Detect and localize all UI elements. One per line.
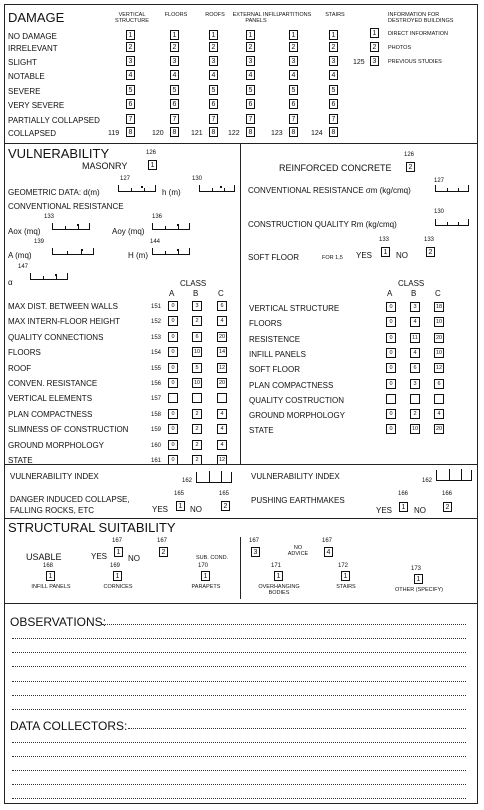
masonry-row-code: 160 [151,442,162,449]
vuln-index-left-field[interactable] [196,472,232,483]
push-yes-box[interactable]: 1 [399,502,408,512]
class-value-box[interactable] [192,393,202,403]
usable-code-1: 167 [112,538,123,544]
geo-code: 127 [120,176,131,182]
subcond-box[interactable]: 3 [251,547,260,557]
collector-line[interactable] [128,728,466,729]
vuln-index-left-label: VULNERABILITY INDEX [10,472,99,481]
soft-no-label: NO [396,251,408,260]
class-value-box[interactable]: 12 [218,457,226,463]
class-value-box[interactable]: 20 [435,426,443,433]
suitability-label: OTHER (SPECIFY) [395,587,443,593]
info-checkbox[interactable]: 2 [370,42,379,52]
damage-checkbox[interactable]: 7 [126,114,135,124]
masonry-row-label: FLOORS [8,348,41,358]
damage-checkbox[interactable]: 8 [126,127,135,137]
a-label: A (mq) [8,251,32,260]
masonry-row-code: 151 [151,304,162,310]
rc-box[interactable]: 2 [406,162,415,172]
masonry-row-label: SLIMNESS OF CONSTRUCTION [8,425,129,435]
damage-code: 122 [228,130,240,137]
damage-checkbox[interactable]: 6 [329,99,338,109]
suitability-code: 169 [110,563,121,569]
suitability-code: 170 [198,563,209,569]
class-value-box[interactable]: 2 [410,409,420,419]
damage-checkbox[interactable]: 7 [329,114,338,124]
damage-row-label: VERY SEVERE [8,101,65,110]
aoy-label: Aoy (mq) [112,227,145,236]
class-value-box[interactable]: 10 [193,380,201,386]
damage-checkbox[interactable]: 4 [209,70,218,80]
damage-checkbox[interactable]: 7 [289,114,298,124]
class-col-letter: A [387,289,393,298]
damage-checkbox[interactable]: 6 [289,99,298,109]
suitability-checkbox[interactable]: 1 [201,571,210,581]
divider [4,603,478,604]
suitability-code: 172 [338,563,349,569]
damage-checkbox[interactable]: 3 [329,56,338,66]
damage-checkbox[interactable]: 3 [246,56,255,66]
collectors-label: DATA COLLECTORS: [10,719,128,733]
rc-row-label: QUALITY COSTRUCTION [249,395,344,405]
suitability-code: 168 [43,563,54,569]
damage-checkbox[interactable]: 3 [170,56,179,66]
damage-code: 123 [271,130,283,137]
masonry-row-code: 154 [151,350,162,357]
class-col-letter: C [218,289,224,298]
masonry-row-label: QUALITY CONNECTIONS [8,332,104,342]
damage-code: 121 [191,130,203,137]
observation-line[interactable] [12,709,466,710]
damage-title: DAMAGE [8,10,65,25]
masonry-row-code: 157 [151,396,162,403]
masonry-row-label: ROOF [8,363,32,373]
class-value-box[interactable] [410,394,420,404]
usable-no-box[interactable]: 2 [159,547,168,557]
divider [240,537,241,599]
danger-yes-box[interactable]: 1 [176,501,185,511]
aoy-code: 136 [152,214,163,220]
suitability-title: STRUCTURAL SUITABILITY [8,520,176,535]
suitability-checkbox[interactable]: 1 [113,571,122,581]
suitability-label: INFILL PANELS [31,584,71,590]
damage-checkbox[interactable]: 4 [246,70,255,80]
class-value-box[interactable]: 6 [434,379,444,389]
no-advice-label: NO ADVICE [287,545,309,557]
rc-row-label: INFILL PANELS [249,349,306,359]
rc-conv-code: 127 [434,178,445,184]
h-field[interactable] [199,185,235,192]
class-value-box[interactable]: 0 [168,363,178,373]
H-code: 144 [150,239,161,245]
info-item-label: PHOTOS [388,45,412,51]
h-code: 130 [192,176,203,182]
push-code-1: 166 [398,491,409,497]
masonry-code: 126 [146,150,157,156]
class-value-box[interactable]: 0 [386,363,396,373]
push-yes-label: YES [376,506,393,515]
damage-checkbox[interactable]: 5 [209,85,218,95]
aox-label: Aox (mq) [8,227,41,236]
damage-column-header: STAIRS [325,12,345,18]
damage-checkbox[interactable]: 5 [126,85,135,95]
rc-row-label: PLAN COMPACTNESS [249,380,334,390]
damage-checkbox[interactable]: 7 [170,114,179,124]
class-value-box[interactable]: 0 [386,379,396,389]
masonry-row-code: 159 [151,427,162,434]
masonry-row-label: VERTICAL ELEMENTS [8,394,93,404]
damage-checkbox[interactable]: 4 [289,70,298,80]
suitability-checkbox[interactable]: 1 [46,571,55,581]
damage-checkbox[interactable]: 5 [329,85,338,95]
class-value-box[interactable] [217,393,227,403]
masonry-row-label: CONVEN. RESISTANCE [8,379,98,388]
class-value-box[interactable]: 20 [218,380,226,386]
class-value-box[interactable]: 14 [218,349,226,356]
class-value-box[interactable]: 4 [217,424,227,434]
damage-checkbox[interactable]: 2 [246,42,255,52]
class-value-box[interactable]: 0 [168,378,178,388]
damage-column-header: ROOFS [205,12,225,18]
damage-checkbox[interactable]: 3 [209,56,218,66]
H-label: H (m) [128,251,148,260]
alpha-code: 147 [18,264,29,270]
class-value-box[interactable] [168,393,178,403]
masonry-row-label: STATE [8,456,33,465]
info-item-label: PREVIOUS STUDIES [388,59,442,65]
class-value-box[interactable]: 12 [435,365,443,372]
damage-row-label: SLIGHT [8,58,37,67]
rc-conv-label: CONVENTIONAL RESISTANCE σm (kg/cmq) [248,186,411,195]
rc-row-label: SOFT FLOOR [249,365,300,375]
class-value-box[interactable]: 4 [217,316,227,326]
h-label: h (m) [162,188,181,197]
class-value-box[interactable] [386,394,396,404]
damage-checkbox[interactable]: 6 [209,99,218,109]
divider [4,464,478,465]
class-value-box[interactable]: 2 [192,440,202,450]
vuln-index-right-label: VULNERABILITY INDEX [251,472,340,481]
danger-no-box[interactable]: 2 [221,501,230,511]
danger-code-1: 165 [174,491,185,497]
soft-code-1: 133 [379,237,390,243]
push-code-2: 166 [442,491,453,497]
class-value-box[interactable]: 0 [168,347,178,357]
aoy-field[interactable] [152,223,190,230]
observation-line[interactable] [12,695,466,696]
class-value-box[interactable]: 5 [192,363,202,373]
rc-row-label: STATE [249,426,274,436]
class-col-letter: A [169,289,175,298]
damage-column-header: PARTITIONS [278,12,312,18]
damage-row-label: PARTIALLY COLLAPSED [8,116,100,125]
class-value-box[interactable]: 0 [168,424,178,434]
noadvice-box[interactable]: 4 [324,547,333,557]
damage-checkbox[interactable]: 1 [329,30,338,40]
danger-label: DANGER INDUCED COLLAPSE, FALLING ROCKS, ETC [10,495,130,515]
info-checkbox[interactable]: 1 [370,28,379,38]
class-col-letter: C [435,289,441,298]
info-code: 125 [353,59,365,66]
suitability-code: 171 [271,563,282,569]
observation-line[interactable] [102,624,466,625]
danger-code-2: 165 [219,491,230,497]
rc-conv-field[interactable] [435,185,469,192]
suitability-checkbox[interactable]: 1 [341,571,350,581]
class-value-box[interactable]: 12 [218,364,226,371]
damage-checkbox[interactable]: 6 [170,99,179,109]
sub-cond-label: SUB. COND. [196,555,229,561]
class-value-box[interactable]: 0 [168,301,178,311]
collector-line[interactable] [12,798,466,799]
aox-field[interactable] [52,223,90,230]
class-value-box[interactable]: 20 [218,333,226,340]
vuln-index-right-code: 162 [422,478,433,484]
damage-column-header: EXTERNAL INFILL PANELS [232,12,280,24]
aox-code: 133 [44,214,55,220]
subcond-code: 167 [249,538,260,544]
collector-line[interactable] [12,770,466,771]
rc-row-label: RESISTENCE [249,334,301,344]
usable-code-2: 167 [157,538,168,544]
masonry-row-label: GROUND MORPHOLOGY [8,440,105,450]
soft-floor-label: SOFT FLOOR [248,253,299,262]
damage-checkbox[interactable]: 2 [289,42,298,52]
damage-checkbox[interactable]: 8 [289,127,298,137]
class-value-box[interactable]: 0 [168,332,178,342]
damage-checkbox[interactable]: 5 [170,85,179,95]
vuln-index-left-code: 162 [182,478,193,484]
rc-row-label: FLOORS [249,319,282,329]
class-value-box[interactable]: 20 [435,334,443,341]
class-value-box[interactable]: 2 [192,316,202,326]
class-value-box[interactable]: 0 [168,440,178,450]
masonry-row-label: MAX INTERN-FLOOR HEIGHT [8,317,121,327]
class-value-box[interactable]: 0 [168,316,178,326]
class-value-box[interactable]: 3 [410,379,420,389]
masonry-row-code: 161 [151,458,162,464]
class-value-box[interactable]: 2 [192,455,202,465]
observation-line[interactable] [12,652,466,653]
damage-checkbox[interactable]: 4 [329,70,338,80]
suitability-label: STAIRS [336,584,356,590]
damage-row-label: NO DAMAGE [8,32,57,41]
damage-checkbox[interactable]: 2 [329,42,338,52]
class-label-right: CLASS [398,279,425,288]
damage-code: 124 [311,130,323,137]
class-value-box[interactable]: 4 [217,440,227,450]
rc-quality-code: 130 [434,209,445,215]
class-label-left: CLASS [180,279,207,288]
rc-row-label: VERTICAL STRUCTURE [249,304,340,313]
damage-checkbox[interactable]: 8 [329,127,338,137]
vulnerability-title: VULNERABILITY [8,146,110,161]
soft-yes-label: YES [356,251,373,260]
class-value-box[interactable]: 4 [434,409,444,419]
damage-checkbox[interactable]: 6 [126,99,135,109]
masonry-row-code: 155 [151,365,162,372]
geo-d-field[interactable] [118,185,156,192]
damage-checkbox[interactable]: 5 [289,85,298,95]
class-value-box[interactable]: 6 [410,363,420,373]
conv-res-label: CONVENTIONAL RESISTANCE [8,202,124,211]
damage-checkbox[interactable]: 7 [246,114,255,124]
damage-checkbox[interactable]: 6 [246,99,255,109]
masonry-box[interactable]: 1 [148,160,157,170]
class-value-box[interactable]: 2 [192,409,202,419]
class-value-box[interactable]: 10 [435,349,443,356]
class-value-box[interactable] [434,394,444,404]
masonry-label: MASONRY [82,161,128,171]
class-col-letter: B [193,289,199,298]
class-value-box[interactable]: 0 [386,333,396,343]
danger-no-label: NO [190,505,202,514]
alpha-field[interactable] [30,273,68,280]
suitability-checkbox[interactable]: 1 [274,571,283,581]
observation-line[interactable] [12,666,466,667]
masonry-row-label: PLAN COMPACTNESS [8,409,93,419]
class-value-box[interactable]: 3 [410,302,420,312]
suitability-label: CORNICES [103,584,133,590]
suitability-label: PARAPETS [191,584,221,590]
observations-label: OBSERVATIONS: [10,615,107,629]
push-no-label: NO [414,506,426,515]
damage-checkbox[interactable]: 2 [126,42,135,52]
class-value-box[interactable]: 10 [411,426,419,433]
suitability-code: 173 [411,566,422,572]
class-value-box[interactable]: 0 [168,409,178,419]
masonry-row-code: 152 [151,319,162,326]
damage-column-header: FLOORS [164,12,188,18]
masonry-row-label: MAX DIST. BETWEEN WALLS [8,302,118,311]
divider [4,518,478,519]
soft-yes-box[interactable]: 1 [381,247,390,257]
damage-checkbox[interactable]: 1 [246,30,255,40]
class-value-box[interactable]: 6 [192,332,202,342]
damage-row-label: NOTABLE [8,72,45,81]
damage-checkbox[interactable]: 1 [209,30,218,40]
damage-checkbox[interactable]: 7 [209,114,218,124]
rc-quality-label: CONSTRUCTION QUALITY Rm (kg/cmq) [248,220,397,229]
damage-row-label: IRRELEVANT [8,44,58,53]
damage-row-label: COLLAPSED [8,129,57,138]
info-title: INFORMATION FOR DESTROYED BUILDINGS [388,12,454,24]
info-item-label: DIRECT INFORMATION [388,31,448,37]
class-value-box[interactable]: 10 [193,349,201,356]
divider [240,143,241,464]
class-value-box[interactable]: 0 [386,424,396,434]
damage-checkbox[interactable]: 3 [126,56,135,66]
class-value-box[interactable]: 0 [386,302,396,312]
soft-code-2: 133 [424,237,435,243]
danger-yes-label: YES [152,505,169,514]
damage-checkbox[interactable]: 2 [170,42,179,52]
damage-checkbox[interactable]: 3 [289,56,298,66]
class-value-box[interactable]: 10 [435,319,443,326]
noadvice-code: 167 [322,538,333,544]
collector-line[interactable] [12,756,466,757]
class-col-letter: B [411,289,417,298]
damage-checkbox[interactable]: 8 [170,127,179,137]
class-value-box[interactable]: 0 [386,317,396,327]
collector-line[interactable] [12,742,466,743]
damage-code: 120 [152,130,164,137]
class-value-box[interactable]: 18 [435,304,443,310]
class-value-box[interactable]: 0 [386,348,396,358]
damage-checkbox[interactable]: 8 [246,127,255,137]
rc-row-label: GROUND MORPHOLOGY [249,411,346,421]
info-checkbox[interactable]: 3 [370,56,379,66]
class-value-box[interactable]: 4 [217,409,227,419]
class-value-box[interactable]: 0 [386,409,396,419]
class-value-box[interactable]: 11 [410,333,420,343]
damage-row-label: SEVERE [8,87,41,96]
damage-checkbox[interactable]: 1 [289,30,298,40]
masonry-row-code: 158 [151,411,162,418]
damage-checkbox[interactable]: 1 [170,30,179,40]
usable-label: USABLE [26,552,62,562]
soft-no-box[interactable]: 2 [426,247,435,257]
damage-checkbox[interactable]: 4 [126,70,135,80]
damage-column-header: VERTICAL STRUCTURE [115,12,149,24]
class-value-box[interactable]: 6 [217,301,227,311]
collector-line[interactable] [12,784,466,785]
damage-checkbox[interactable]: 8 [209,127,218,137]
usable-no-label: NO [128,554,140,563]
class-value-box[interactable]: 4 [410,348,420,358]
usable-yes-label: YES [91,552,108,561]
a-code: 139 [34,239,45,245]
class-value-box[interactable]: 2 [192,424,202,434]
alpha-label: α [8,278,13,287]
vuln-index-right-field[interactable] [436,470,472,481]
pushing-label: PUSHING EARTHMAKES [251,496,345,505]
observation-line[interactable] [12,638,466,639]
observation-line[interactable] [12,681,466,682]
suitability-label: OVERHANGING BODIES [258,584,300,596]
suitability-checkbox[interactable]: 1 [414,574,423,584]
class-value-box[interactable]: 3 [192,301,202,311]
usable-yes-box[interactable]: 1 [114,547,123,557]
class-value-box[interactable]: 0 [168,455,178,465]
damage-code: 119 [108,130,120,137]
masonry-row-code: 153 [151,334,162,341]
for15-label: FOR 1,5 [322,255,343,261]
damage-checkbox[interactable]: 5 [246,85,255,95]
class-value-box[interactable]: 4 [410,317,420,327]
rc-code: 126 [404,152,415,158]
geo-label: GEOMETRIC DATA: d(m) [8,188,100,197]
masonry-row-code: 156 [151,381,162,387]
rc-label: REINFORCED CONCRETE [279,163,392,173]
push-no-box[interactable]: 2 [443,502,452,512]
divider [4,143,478,144]
damage-checkbox[interactable]: 1 [126,30,135,40]
H-field[interactable] [152,248,190,255]
damage-checkbox[interactable]: 4 [170,70,179,80]
a-field[interactable] [52,248,94,255]
damage-checkbox[interactable]: 2 [209,42,218,52]
rc-quality-field[interactable] [435,219,469,226]
